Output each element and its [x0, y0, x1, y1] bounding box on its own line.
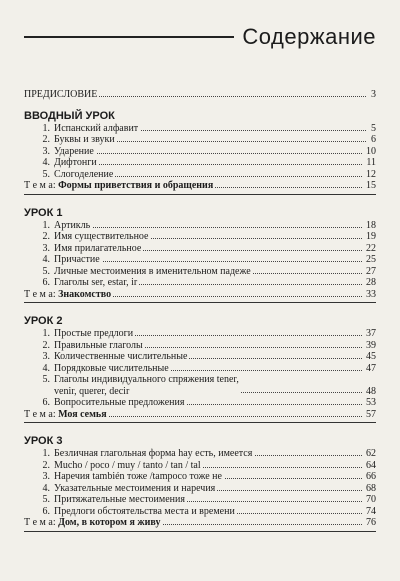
entry-text: Дифтонги [54, 157, 97, 168]
section-heading: ВВОДНЫЙ УРОК [24, 109, 115, 122]
entry-page: 70 [363, 494, 376, 506]
entry-text: Буквы и звуки [54, 134, 115, 145]
entry-number: 5. [42, 168, 50, 180]
entry-text: Имя существительное [54, 231, 149, 242]
entry-page: 10 [363, 146, 376, 158]
entry-page: 12 [363, 169, 376, 181]
theme-prefix: Т е м а: [24, 288, 56, 300]
entry-label [38, 471, 224, 483]
entry-text: Указательные местоимения и наречия [54, 482, 216, 494]
entry-number: 3. [42, 145, 50, 157]
entry-number: 1. [42, 219, 50, 231]
entry-page: 18 [363, 220, 376, 232]
toc-entry[interactable] [24, 351, 376, 363]
theme-title: Дом, в котором я живу [58, 517, 161, 528]
theme-page: 15 [363, 180, 376, 192]
entry-label: ПРЕДИСЛОВИЕ [24, 89, 98, 100]
entry-number: 5. [42, 265, 50, 277]
entry-number: 6. [42, 505, 50, 517]
theme-label [24, 180, 215, 192]
toc-entry[interactable] [24, 277, 376, 289]
entry-page: 45 [363, 351, 376, 363]
entry-label [38, 220, 92, 232]
entry-label [38, 266, 253, 278]
entry-label [38, 506, 237, 518]
entry-number: 2. [42, 339, 50, 351]
entry-number: 6. [42, 397, 50, 408]
toc-entry[interactable] [24, 328, 376, 340]
section-rule [24, 302, 376, 303]
title-rule [24, 36, 234, 38]
entry-text: Правильные глаголы [54, 339, 143, 351]
entry-number: 2. [42, 459, 50, 471]
entry-number: 3. [42, 351, 50, 362]
section-rule [24, 422, 376, 423]
theme-prefix: Т е м а: [24, 517, 56, 528]
entry-number: 2. [42, 134, 50, 145]
entry-label [38, 397, 186, 409]
theme-label [24, 289, 113, 301]
entry-text: Mucho / poco / muy / tanto / tan / tal [54, 459, 201, 471]
entry-page: 3 [368, 89, 376, 101]
entry-number: 1. [42, 448, 50, 459]
entry-label [38, 277, 139, 289]
toc-entry[interactable] [24, 169, 376, 181]
theme-title: Моя семья [58, 408, 107, 420]
entry-number: 2. [42, 231, 50, 242]
entry-text: Слогоделение [54, 168, 114, 180]
toc-entry[interactable] [24, 254, 376, 266]
entry-label [38, 243, 143, 255]
entry-text: Причастие [54, 254, 100, 265]
entry-page: 47 [363, 363, 376, 375]
entry-page: 66 [363, 471, 376, 483]
theme-prefix: Т е м а: [24, 408, 56, 420]
theme-label [24, 517, 162, 529]
entry-page: 28 [363, 277, 376, 289]
entry-text: Простые предлоги [54, 328, 134, 339]
section-heading: УРОК 2 [24, 315, 63, 327]
section-rule [24, 194, 376, 195]
entry-label [38, 328, 135, 340]
theme-title: Формы приветствия и обращения [58, 180, 214, 191]
entry-label [38, 494, 187, 506]
toc-entry[interactable] [24, 374, 376, 397]
entry-page: 11 [363, 157, 376, 169]
entry-label [38, 448, 254, 460]
toc-theme-entry[interactable] [24, 409, 376, 421]
section-gap [24, 306, 376, 314]
entry-number: 1. [42, 328, 50, 339]
entry-text: Испанский алфавит [54, 122, 139, 134]
entry-label [38, 134, 117, 146]
toc-entry[interactable] [24, 123, 376, 135]
toc-entry[interactable] [24, 397, 376, 409]
entry-page: 39 [363, 340, 376, 352]
entry-page: 53 [363, 397, 376, 409]
theme-title: Знакомство [58, 288, 112, 300]
entry-number: 4. [42, 157, 50, 168]
toc-entry[interactable] [24, 231, 376, 243]
theme-page: 76 [363, 517, 376, 529]
entry-label [38, 157, 99, 169]
toc-entry[interactable] [24, 471, 376, 483]
section-gap [24, 198, 376, 206]
entry-page: 74 [363, 506, 376, 518]
entry-number: 5. [42, 374, 50, 385]
entry-number: 1. [42, 122, 50, 134]
entry-page: 62 [363, 448, 376, 460]
entry-label [38, 169, 115, 181]
entry-page: 22 [363, 243, 376, 255]
toc-entry-preface[interactable] [24, 89, 376, 101]
toc-entry[interactable] [24, 146, 376, 158]
entry-page: 5 [368, 123, 376, 135]
toc-theme-entry[interactable] [24, 517, 376, 529]
entry-text: Порядковые числительные [54, 362, 169, 374]
page-header [24, 22, 376, 52]
entry-label [38, 483, 217, 495]
entry-number: 5. [42, 494, 50, 505]
toc-entry[interactable] [24, 483, 376, 495]
entry-label [38, 340, 145, 352]
entry-label [38, 374, 241, 397]
entry-number: 4. [42, 482, 50, 494]
entry-number: 4. [42, 254, 50, 265]
entry-text: Предлоги обстоятельства места и времени [54, 505, 235, 517]
section-gap [24, 101, 376, 109]
entry-number: 3. [42, 471, 50, 482]
table-of-contents [24, 89, 376, 535]
section-rule [24, 531, 376, 532]
toc-entry[interactable] [24, 266, 376, 278]
entry-text: Имя прилагательное [54, 242, 142, 254]
toc-entry[interactable] [24, 157, 376, 169]
toc-entry[interactable] [24, 460, 376, 472]
entry-page: 27 [363, 266, 376, 278]
entry-page: 19 [363, 231, 376, 243]
toc-entry[interactable] [24, 448, 376, 460]
entry-text: Количественные числительные [54, 351, 188, 362]
entry-page: 68 [363, 483, 376, 495]
entry-page: 6 [368, 134, 376, 146]
theme-prefix: Т е м а: [24, 180, 56, 191]
entry-number: 6. [42, 277, 50, 288]
section-heading: УРОК 1 [24, 206, 63, 219]
entry-text: Глаголы ser, estar, ir [54, 277, 138, 288]
entry-page: 25 [363, 254, 376, 266]
entry-page: 37 [363, 328, 376, 340]
toc-entry[interactable] [24, 243, 376, 255]
entry-page: 64 [363, 460, 376, 472]
entry-label [38, 363, 171, 375]
page-title: Содержание [242, 24, 376, 49]
section-heading: УРОК 3 [24, 435, 63, 447]
section-gap [24, 426, 376, 434]
toc-entry[interactable] [24, 340, 376, 352]
toc-theme-entry[interactable] [24, 289, 376, 301]
entry-text: Наречия también тоже /tampoco тоже не [54, 471, 222, 482]
entry-text: Глаголы индивидуального спряжения tener, [54, 374, 239, 385]
entry-number: 3. [42, 242, 50, 254]
toc-entry[interactable] [24, 494, 376, 506]
entry-text: Ударение [54, 145, 94, 157]
entry-text: Вопросительные предложения [54, 397, 185, 408]
entry-page: 48 [363, 386, 376, 398]
theme-page: 57 [363, 409, 376, 421]
toc-entry[interactable] [24, 506, 376, 518]
entry-label [38, 460, 203, 472]
entry-text-cont: venir, querer, decir [54, 385, 130, 397]
theme-label [24, 409, 109, 421]
theme-page: 33 [363, 289, 376, 301]
toc-entry[interactable] [24, 220, 376, 232]
entry-text: Артикль [54, 219, 91, 231]
entry-number: 4. [42, 362, 50, 374]
entry-label [38, 351, 189, 363]
entry-label [38, 254, 102, 266]
entry-text: Притяжательные местоимения [54, 494, 185, 505]
toc-entry[interactable] [24, 134, 376, 146]
entry-label [38, 123, 140, 135]
entry-text: Личные местоимения в именительном падеже [54, 265, 251, 277]
entry-label [38, 231, 151, 243]
entry-label [38, 146, 96, 158]
toc-entry[interactable] [24, 363, 376, 375]
entry-text: Безличная глагольная форма hay есть, имеется [54, 448, 253, 459]
toc-theme-entry[interactable] [24, 180, 376, 192]
